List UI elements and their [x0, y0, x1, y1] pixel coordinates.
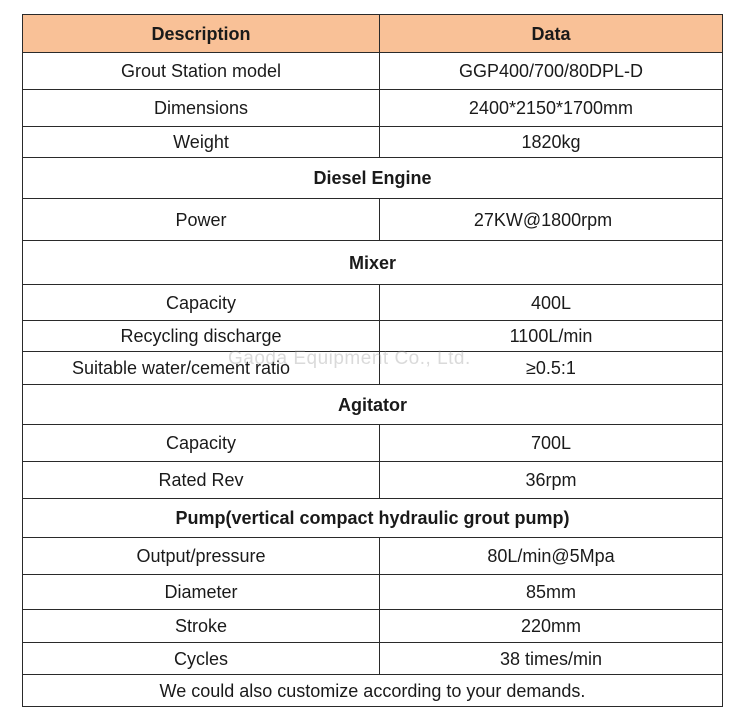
- section-row-pump: [23, 499, 723, 538]
- table-row: [23, 643, 723, 675]
- row-label: Capacity: [23, 425, 380, 462]
- section-title: Pump(vertical compact hydraulic grout pump): [23, 499, 723, 538]
- row-value: 1100L/min: [380, 321, 723, 352]
- row-value: 80L/min@5Mpa: [380, 538, 723, 575]
- row-value: 85mm: [380, 575, 723, 610]
- row-value: 400L: [380, 285, 723, 321]
- section-row-diesel-engine: [23, 158, 723, 199]
- row-value: 36rpm: [380, 462, 723, 499]
- table-row: [23, 127, 723, 158]
- row-label: Power: [23, 199, 380, 241]
- row-label: Output/pressure: [23, 538, 380, 575]
- table-row: [23, 199, 723, 241]
- section-title: Agitator: [23, 385, 723, 425]
- section-row-mixer: [23, 241, 723, 285]
- table-row: [23, 285, 723, 321]
- header-description: Description: [23, 15, 380, 53]
- row-label: Recycling discharge: [23, 321, 380, 352]
- row-label: Rated Rev: [23, 462, 380, 499]
- table-row: [23, 321, 723, 352]
- row-value: ≥0.5:1: [380, 352, 723, 385]
- row-value: 27KW@1800rpm: [372, 199, 715, 241]
- row-label: Weight: [23, 127, 380, 158]
- section-row-agitator: [23, 385, 723, 425]
- row-label: Grout Station model: [23, 53, 380, 90]
- row-value: GGP400/700/80DPL-D: [380, 53, 723, 90]
- row-label: Cycles: [23, 643, 380, 675]
- table-row: [23, 462, 723, 499]
- footer-row: [23, 675, 723, 707]
- row-label-text: Suitable water/cement ratio: [71, 358, 291, 378]
- row-value: 38 times/min: [380, 643, 723, 675]
- table-row: [23, 352, 723, 385]
- table-row: [23, 538, 723, 575]
- row-value: 220mm: [380, 610, 723, 643]
- row-label: Diameter: [23, 575, 380, 610]
- header-row: [23, 15, 723, 53]
- header-data: Data: [380, 15, 723, 53]
- table-row: [23, 90, 723, 127]
- table-row: [23, 575, 723, 610]
- row-label: Stroke: [23, 610, 380, 643]
- row-value: 2400*2150*1700mm: [380, 90, 723, 127]
- watermark: Gaoda Equipment Co., Ltd.: [228, 348, 471, 369]
- section-title: Diesel Engine: [23, 158, 723, 199]
- row-label: Capacity: [23, 285, 380, 321]
- spec-table: [22, 14, 723, 707]
- footer-note: We could also customize according to your demands.: [23, 675, 723, 707]
- table-row: [23, 425, 723, 462]
- row-value: 1820kg: [380, 127, 723, 158]
- table-row: [23, 610, 723, 643]
- row-label: Dimensions: [23, 90, 380, 127]
- section-title: Mixer: [23, 241, 723, 285]
- table-row: [23, 53, 723, 90]
- row-label: [23, 352, 380, 385]
- row-value: 700L: [380, 425, 723, 462]
